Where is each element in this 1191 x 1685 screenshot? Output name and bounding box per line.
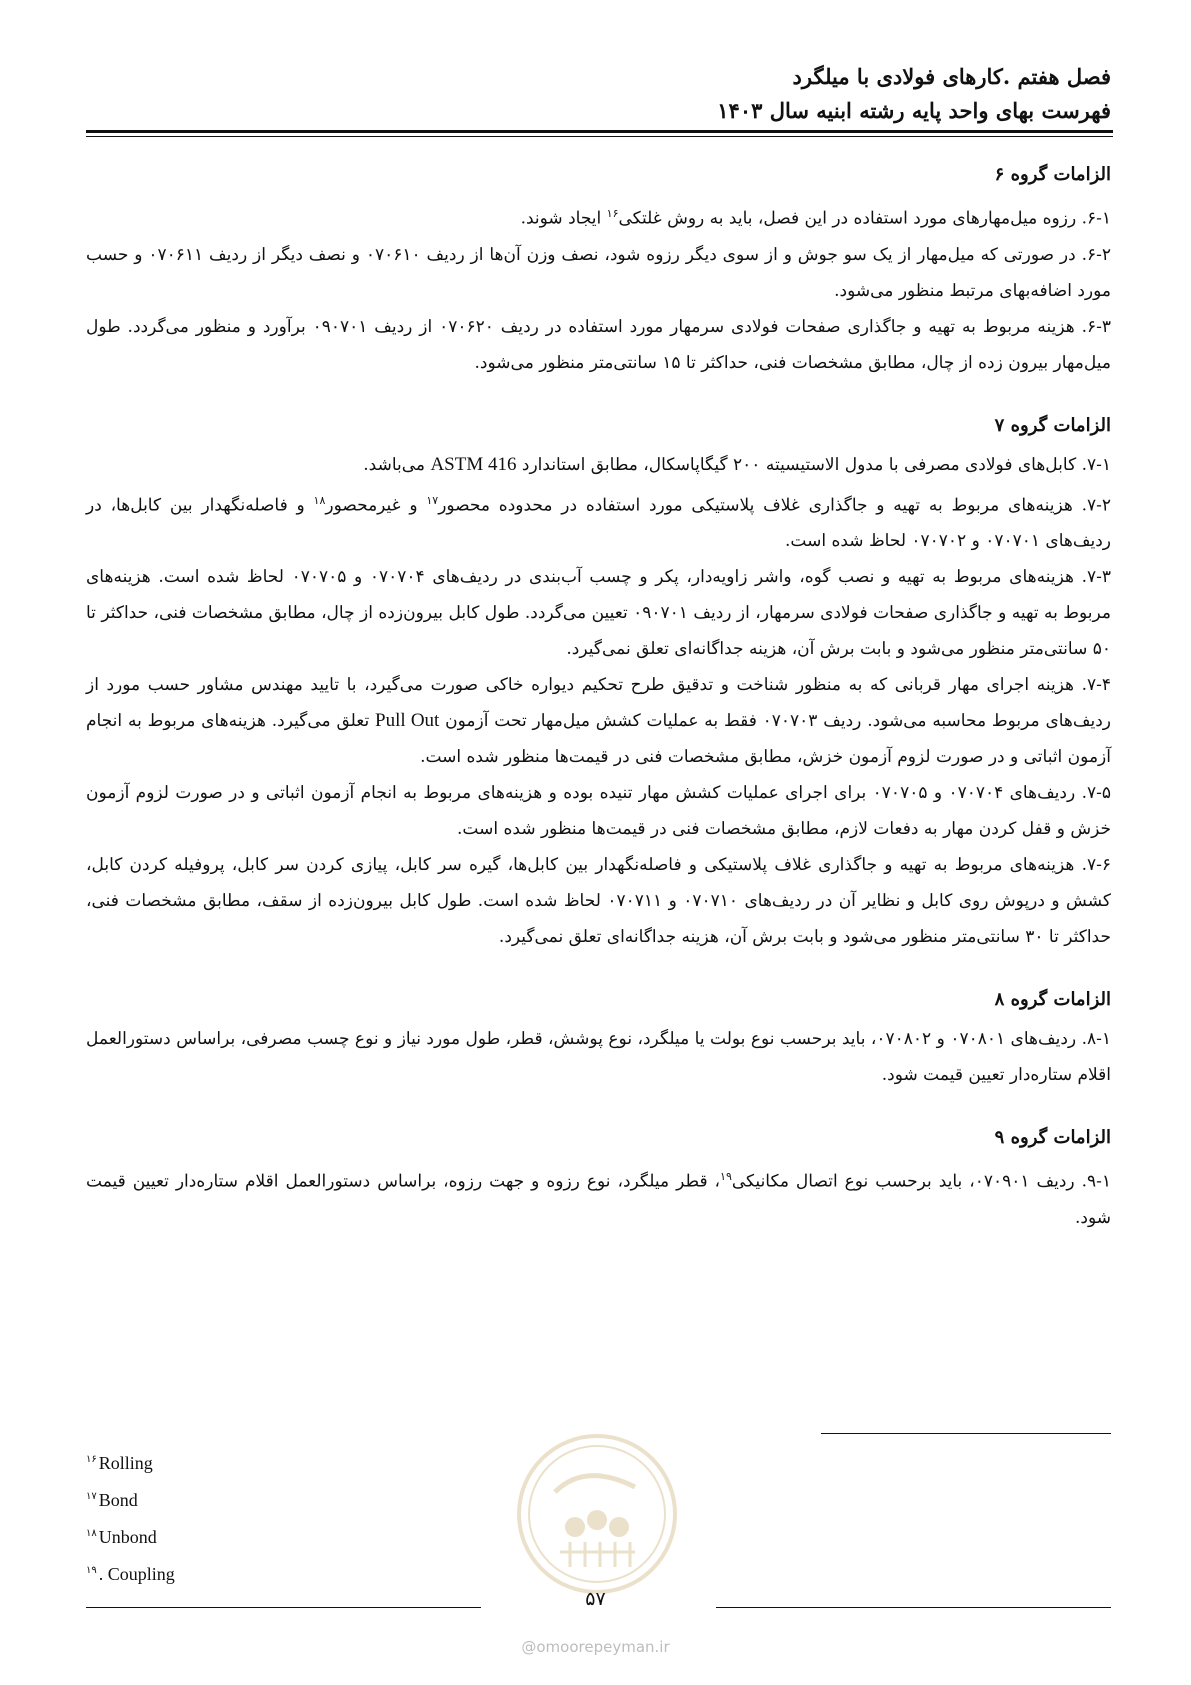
requirement-paragraph — [86, 483, 1111, 560]
requirement-paragraph — [86, 1021, 1111, 1093]
watermark-handle: @omoorepeyman.ir — [521, 1638, 670, 1656]
footnote-ref: ۱۷ — [426, 493, 439, 507]
requirement-paragraph — [86, 667, 1111, 775]
footnote-17: $^{۱۷}$ Bond — [86, 1490, 138, 1510]
paragraph-text: می‌باشد. — [363, 454, 431, 475]
paragraph-text: ۶-۳. هزینه مربوط به تهیه و جاگذاری صفحات فولادی سرمهار مورد استفاده در ردیف ۰۷۰۶۲۰ از ردیف ۰۹۰۷۰۱ برآورد و منظور می‌گردد. طول میل‌مهار بیرون زده از چال، مطابق مشخصات فنی، حداکثر تا ۱۵ سانتی‌متر منظور می‌شود. — [86, 316, 1111, 373]
latin-term: ASTM 416 — [430, 453, 517, 475]
paragraph-text: ایجاد شوند. — [520, 208, 607, 229]
footnote-19: $^{۱۹}$ . Coupling — [86, 1564, 175, 1584]
requirement-paragraph — [86, 447, 1111, 483]
requirements-group — [86, 1123, 1111, 1236]
paragraph-text: ۷-۲. هزینه‌های مربوط به تهیه و جاگذاری غلاف پلاستیکی مورد استفاده در محدوده محصور — [438, 495, 1112, 516]
footnote-ref: ۱۹ — [720, 1170, 732, 1184]
requirement-paragraph — [86, 847, 1111, 955]
paragraph-text: ۶-۱. رزوه میل‌مهارهای مورد استفاده در این فصل، باید به روش غلتکی — [618, 208, 1111, 229]
requirement-paragraph — [86, 309, 1111, 381]
section-title: الزامات گروه ۸ — [994, 989, 1111, 1011]
chapter-title: فصل هفتم .کارهای فولادی با میلگرد — [792, 64, 1111, 89]
paragraph-text: تعلق می‌گیرد. هزینه‌های مربوط به انجام آزمون اثباتی و در صورت لزوم آزمون خزش، مطابق مشخصات فنی در قیمت‌ها منظور شده است. — [86, 711, 1111, 768]
requirement-paragraph — [86, 559, 1111, 667]
paragraph-text: ۷-۱. کابل‌های فولادی مصرفی با مدول الاستیسیته ۲۰۰ گیگاپاسکال، مطابق استاندارد — [516, 454, 1111, 475]
page-number: ۵۷ — [585, 1588, 606, 1610]
section-title: الزامات گروه ۹ — [994, 1127, 1111, 1149]
requirement-paragraph — [86, 1159, 1111, 1236]
body-content — [86, 160, 1111, 1266]
latin-term: Pull Out — [375, 710, 440, 732]
footnote-ref: ۱۶ — [606, 207, 619, 220]
watermark-seal-logo — [515, 1432, 680, 1597]
paragraph-text: ۷-۶. هزینه‌های مربوط به تهیه و جاگذاری غلاف پلاستیکی و فاصله‌نگهدار بین کابل‌ها، گیره سر کابل، پیازی کردن سر کابل، پروفیله کردن کابل، کشش و درپوش روی کابل و نظایر آن در ردیف‌های ۰۷۰۷۱۰ و ۰۷۰۷۱۱ لحاظ شده است. طول کابل بیرون‌زده از سقف، مطابق مشخصات فنی، حداکثر تا ۳۰ سانتی‌متر منظور می‌شود و بابت برش آن، هزینه جداگانه‌ای تعلق نمی‌گیرد. — [86, 855, 1111, 948]
requirement-paragraph — [86, 237, 1111, 309]
requirement-paragraph — [86, 775, 1111, 847]
paragraph-text: و غیرمحصور — [325, 495, 427, 516]
footnote-16: $^{۱۶}$ Rolling — [86, 1453, 153, 1473]
footnotes — [86, 1443, 386, 1591]
paragraph-text: ۷-۴. هزینه اجرای مهار قربانی که به منظور شناخت و تدقیق طرح تحکیم دیواره خاکی صورت می‌گیرد، با تایید مهندس مشاور حسب مورد از ردیف‌های مربوط محاسبه می‌شود. ردیف ۰۷۰۷۰۳ فقط به عملیات کشش میل‌مهار تحت آزمون — [86, 675, 1111, 732]
footnote-18: $^{۱۸}$ Unbond — [86, 1527, 157, 1547]
requirements-group — [86, 985, 1111, 1093]
requirements-group — [86, 411, 1111, 956]
page-header — [81, 60, 1111, 128]
header-rule-thin — [86, 136, 1113, 137]
paragraph-text: ۷-۵. ردیف‌های ۰۷۰۷۰۴ و ۰۷۰۷۰۵ برای اجرای عملیات کشش مهار تنیده بوده و هزینه‌های مربوط به انجام آزمون اثباتی و در صورت لزوم آزمون خزش و قفل کردن مهار به دفعات لازم، مطابق مشخصات فنی در قیمت‌ها منظور شده است. — [86, 783, 1111, 840]
footnote-ref: ۱۸ — [313, 493, 326, 507]
section-title: الزامات گروه ۶ — [994, 164, 1111, 185]
header-rule-thick — [86, 130, 1113, 133]
paragraph-text: و فاصله‌نگهدار بین کابل‌ها، در ردیف‌های ۰۷۰۷۰۱ و ۰۷۰۷۰۲ لحاظ شده است. — [86, 495, 1111, 552]
requirement-paragraph — [86, 196, 1111, 237]
paragraph-text: ۶-۲. در صورتی که میل‌مهار از یک سو جوش و از سوی دیگر رزوه شود، نصف وزن آن‌ها از ردیف ۰۷۰۶۱۰ و نصف دیگر از ردیف ۰۷۰۶۱۱ و حسب مورد اضافه‌بهای مرتبط منظور می‌شود. — [86, 244, 1111, 301]
paragraph-text: ۷-۳. هزینه‌های مربوط به تهیه و نصب گوه، واشر زاویه‌دار، پکر و چسب آب‌بندی در ردیف‌های ۰۷۰۷۰۴ و ۰۷۰۷۰۵ لحاظ شده است. هزینه‌های مربوط به تهیه و جاگذاری صفحات فولادی سرمهار، از ردیف ۰۹۰۷۰۱ تعیین می‌گردد. طول کابل بیرون‌زده از چال، مطابق مشخصات فنی، حداکثر تا ۵۰ سانتی‌متر منظور می‌شود و بابت برش آن، هزینه جداگانه‌ای تعلق نمی‌گیرد. — [86, 567, 1111, 660]
paragraph-text: ۹-۱. ردیف ۰۷۰۹۰۱، باید برحسب نوع اتصال مکانیکی — [731, 1171, 1111, 1192]
price-list-title: فهرست بهای واحد پایه رشته ابنیه سال ۱۴۰۳ — [717, 98, 1111, 123]
paragraph-text: ، قطر میلگرد، نوع رزوه و جهت رزوه، براساس دستورالعمل اقلام ستاره‌دار تعیین قیمت شود. — [86, 1171, 1111, 1228]
paragraph-text: ۸-۱. ردیف‌های ۰۷۰۸۰۱ و ۰۷۰۸۰۲، باید برحسب نوع بولت یا میلگرد، نوع پوشش، قطر، طول مورد نیاز و نوع چسب مصرفی، براساس دستورالعمل اقلام ستاره‌دار تعیین قیمت شود. — [86, 1029, 1111, 1086]
footnote-separator — [821, 1433, 1111, 1434]
section-title: الزامات گروه ۷ — [994, 414, 1111, 436]
requirements-group — [86, 160, 1111, 381]
